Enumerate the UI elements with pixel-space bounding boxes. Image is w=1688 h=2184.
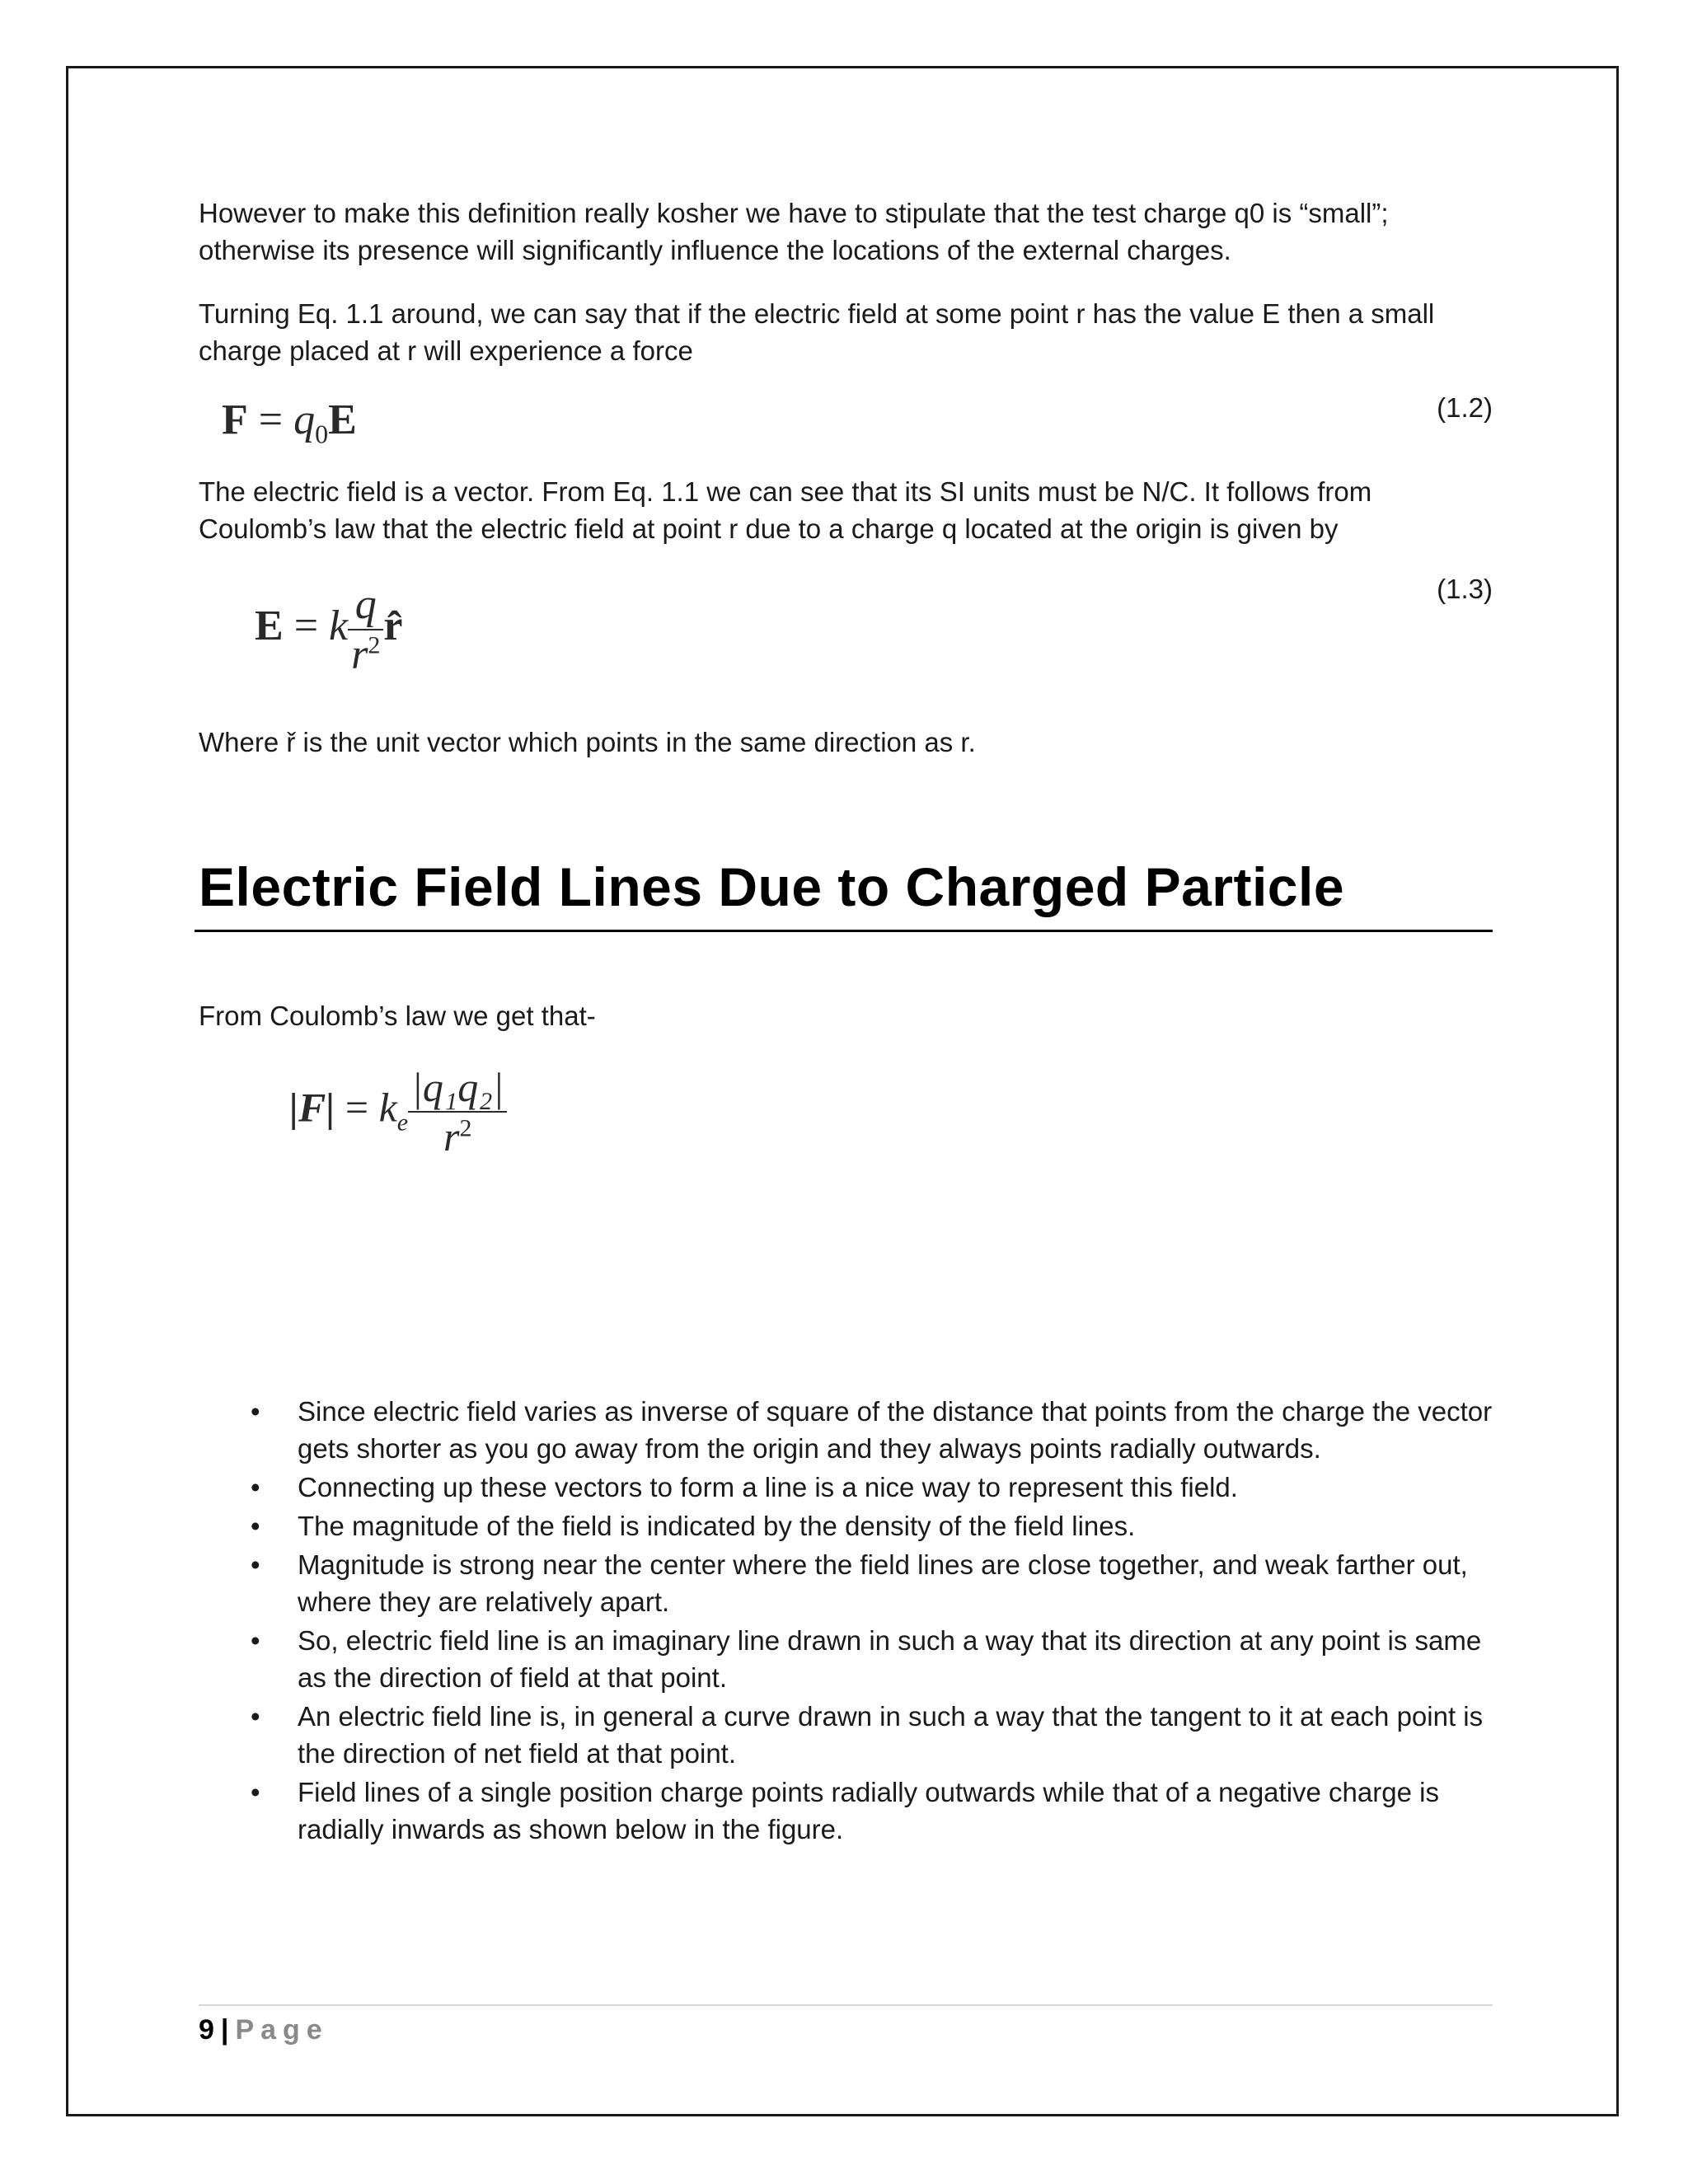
page-number: 9 <box>199 2014 214 2046</box>
bullet-icon: • <box>251 1625 260 1656</box>
equation-number-1-2: (1.2) <box>1437 392 1493 423</box>
bullet-icon: • <box>251 1511 260 1541</box>
bullet-icon: • <box>251 1472 260 1502</box>
eq4-den-r: r <box>443 1113 460 1160</box>
list-item-text: Since electric field varies as inverse of square of the distance that points from the charge the vector gets shorter as you go away from the origin and they always points radially outwards. <box>298 1396 1493 1464</box>
eq3-numerator: q <box>348 580 383 630</box>
section-heading: Electric Field Lines Due to Charged Particle <box>199 856 1345 917</box>
equation-coulomb-formula <box>289 1063 507 1160</box>
eq2-coef: q <box>293 396 316 443</box>
page-label: Page <box>235 2014 329 2046</box>
list-item-text: Field lines of a single position charge points radially outwards while that of a negative charge is radially inwards as shown below in the figure. <box>298 1777 1439 1844</box>
eq3-den-r: r <box>351 631 368 678</box>
list-item <box>199 1698 1493 1772</box>
list-item <box>199 1546 1493 1620</box>
eq3-hat: r̂ <box>383 602 403 649</box>
eq3-equals: = <box>283 602 330 649</box>
equation-1-3-formula <box>255 580 402 679</box>
equation-1-2 <box>199 392 1493 458</box>
eq3-k: k <box>329 602 349 649</box>
eq4-lhs: |F| <box>289 1084 335 1131</box>
equation-number-1-3: (1.3) <box>1437 574 1493 604</box>
equation-1-2-formula <box>222 396 357 449</box>
bullet-icon: • <box>251 1701 260 1732</box>
list-item-text: Magnitude is strong near the center where the field lines are close together, and weak farther out, where they are relatively apart. <box>298 1549 1468 1617</box>
eq2-equals: = <box>247 396 294 443</box>
bullet-icon: • <box>251 1549 260 1580</box>
list-item <box>199 1469 1493 1506</box>
footer-separator: | <box>220 2014 229 2046</box>
eq4-k-sub: e <box>396 1108 409 1137</box>
eq4-denominator <box>408 1113 507 1160</box>
eq3-fraction <box>348 580 383 679</box>
list-item <box>199 1774 1493 1848</box>
equation-coulomb <box>199 1060 1493 1183</box>
list-item-text: Connecting up these vectors to form a line is a nice way to represent this field. <box>298 1472 1238 1502</box>
eq2-vec: E <box>328 396 357 443</box>
paragraph-coulombs-law: From Coulomb’s law we get that- <box>199 1001 596 1031</box>
page-footer <box>199 2009 329 2050</box>
list-item <box>199 1393 1493 1467</box>
eq4-fraction <box>408 1063 507 1160</box>
eq4-equals: = <box>335 1084 379 1131</box>
bullet-icon: • <box>251 1777 260 1807</box>
footer-rule <box>199 2004 1493 2006</box>
paragraph-test-charge: However to make this definition really kosher we have to stipulate that the test charge q0 is “small”; otherwise its presence will significantly influence the locations of the external charges. <box>199 198 1389 265</box>
list-item <box>199 1507 1493 1544</box>
equation-1-3 <box>199 574 1493 689</box>
list-item-text: An electric field line is, in general a curve drawn in such a way that the tangent to it at each point is the direction of net field at that point. <box>298 1701 1484 1769</box>
bullet-icon: • <box>251 1396 260 1427</box>
list-item <box>199 1622 1493 1696</box>
eq2-lhs: F <box>222 396 248 443</box>
paragraph-electric-field-vector: The electric field is a vector. From Eq. 1.1 we can see that its SI units must be N/C. It follows from Coulomb’s law that the electric field at point r due to a charge q located at the origin is given by <box>199 476 1372 544</box>
paragraph-unit-vector: Where ř is the unit vector which points in the same direction as r. <box>199 727 976 757</box>
bullet-list <box>199 1393 1493 1849</box>
eq3-denominator <box>348 630 383 679</box>
eq4-den-exp: 2 <box>459 1114 472 1142</box>
heading-underline <box>195 930 1493 932</box>
list-item-text: So, electric field line is an imaginary line drawn in such a way that its direction at any point is same as the direction of field at that point. <box>298 1625 1482 1693</box>
eq2-sub: 0 <box>315 419 329 449</box>
list-item-text: The magnitude of the field is indicated by the density of the field lines. <box>298 1511 1136 1541</box>
eq3-den-exp: 2 <box>368 631 381 659</box>
eq4-k: k <box>378 1084 397 1131</box>
eq3-lhs: E <box>255 602 284 649</box>
paragraph-turning-eq: Turning Eq. 1.1 around, we can say that if the electric field at some point r has the value E then a small charge placed at r will experience a force <box>199 298 1435 366</box>
eq4-numerator: |q₁q₂| <box>408 1063 507 1113</box>
